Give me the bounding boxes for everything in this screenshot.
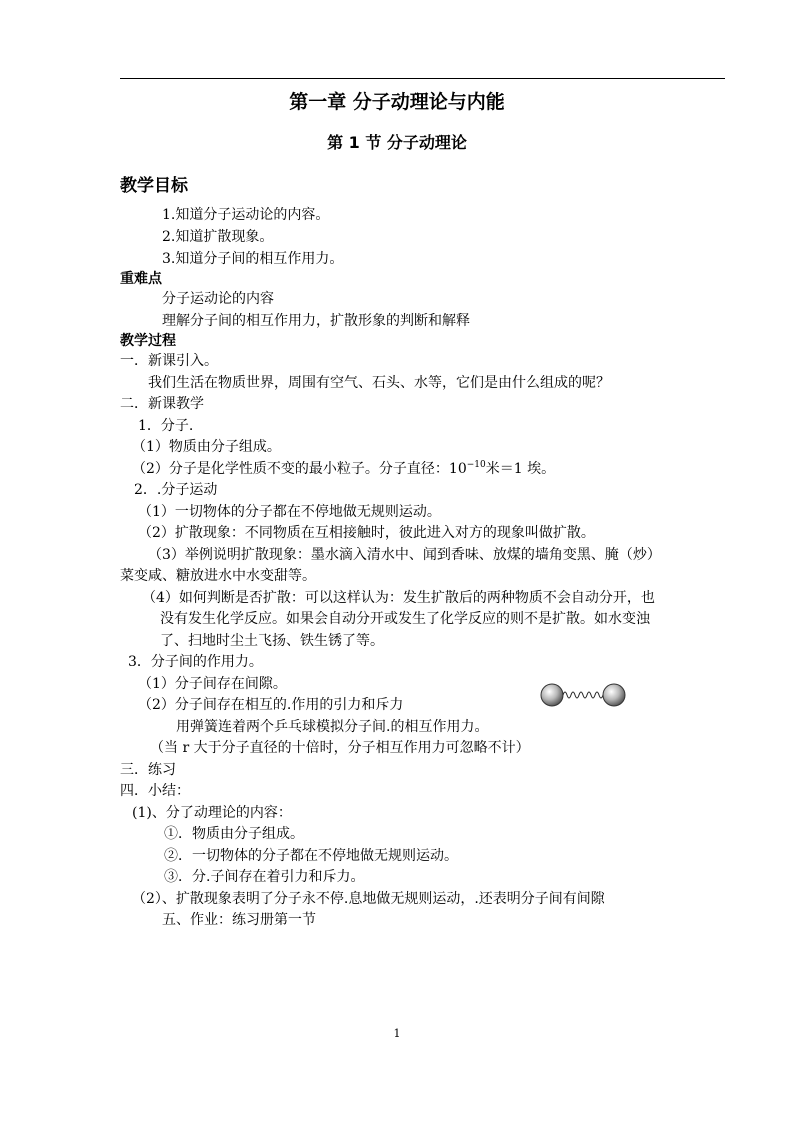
ball-right xyxy=(603,684,625,706)
page-number: 1 xyxy=(393,1027,401,1040)
summary-1-a: ①．物质由分子组成。 xyxy=(164,826,304,842)
item1-b-prefix: （2）分子是化学性质不变的最小粒子。分子直径：10 xyxy=(132,461,467,477)
ball-left xyxy=(541,684,563,706)
spring xyxy=(563,692,603,698)
item1-a: （1）物质由分子组成。 xyxy=(132,439,281,455)
item3-note: （当 r 大于分子直径的十倍时，分子相互作用力可忽略不计） xyxy=(150,740,530,756)
summary-1: (1)、分了动理论的内容： xyxy=(132,805,292,821)
key-point-item: 理解分子间的相互作用力，扩散形象的判断和解释 xyxy=(162,313,470,329)
key-point-item: 分子运动论的内容 xyxy=(162,291,274,307)
item3-b-model: 用弹簧连着两个乒乓球模拟分子间.的相互作用力。 xyxy=(176,719,489,735)
item2-d-line3: 了、扫地时尘土飞扬、铁生锈了等。 xyxy=(160,633,384,649)
item1-b xyxy=(132,460,555,478)
item3-heading: 3．分子间的作用力。 xyxy=(128,654,263,670)
intro-heading: 一．新课引入。 xyxy=(120,353,218,369)
objective-item: 3.知道分子间的相互作用力。 xyxy=(162,251,344,267)
item2-d-line2: 没有发生化学反应。如果会自动分开或发生了化学反应的则不是扩散。如水变浊 xyxy=(160,611,650,627)
item3-a: （1）分子间存在间隙。 xyxy=(138,676,287,692)
summary-1-c: ③．分.子间存在着引力和斥力。 xyxy=(164,869,365,885)
objective-item: 1.知道分子运动论的内容。 xyxy=(162,207,330,223)
key-points-heading: 重难点 xyxy=(120,271,162,287)
objective-item: 2.知道扩散现象。 xyxy=(162,229,274,245)
spring-ball-model-icon xyxy=(540,682,626,708)
homework: 五、作业：练习册第一节 xyxy=(162,912,316,928)
item2-c-line2: 菜变咸、糖放进水中水变甜等。 xyxy=(120,568,316,584)
summary-1-b: ②．一切物体的分子都在不停地做无规则运动。 xyxy=(164,848,458,864)
header-rule xyxy=(120,78,725,79)
summary-heading: 四．小结： xyxy=(120,783,190,799)
teaching-heading: 二．新课教学 xyxy=(120,396,204,412)
objectives-heading: 教学目标 xyxy=(120,176,188,196)
item2-heading: 2．.分子运动 xyxy=(134,482,218,498)
item1-b-exponent: −10 xyxy=(466,460,486,470)
item3-b: （2）分子间存在相互的.作用的引力和斥力 xyxy=(138,697,404,713)
item2-a: （1）一切物体的分子都在不停地做无规则运动。 xyxy=(138,504,441,520)
chapter-title: 第一章 分子动理论与内能 xyxy=(289,91,505,113)
item1-heading: 1．分子. xyxy=(138,418,194,434)
process-heading: 教学过程 xyxy=(120,333,176,349)
summary-2: （2）、扩散现象表明了分子永不停.息地做无规则运动，.还表明分子间有间隙 xyxy=(132,891,605,907)
section-title: 第 1 节 分子动理论 xyxy=(327,133,467,152)
item2-b: （2）扩散现象：不同物质在互相接触时，彼此进入对方的现象叫做扩散。 xyxy=(138,525,595,541)
intro-text: 我们生活在物质世界，周围有空气、石头、水等，它们是由什么组成的呢？ xyxy=(148,375,610,391)
item1-b-suffix: 米＝1 埃。 xyxy=(485,461,556,477)
item2-c-line1: （3）举例说明扩散现象：墨水滴入清水中、闻到香味、放煤的墙角变黑、腌（炒） xyxy=(148,547,661,563)
item2-d-line1: （4）如何判断是否扩散：可以这样认为：发生扩散后的两种物质不会自动分开，也 xyxy=(142,590,655,606)
practice-heading: 三．练习 xyxy=(120,762,176,778)
